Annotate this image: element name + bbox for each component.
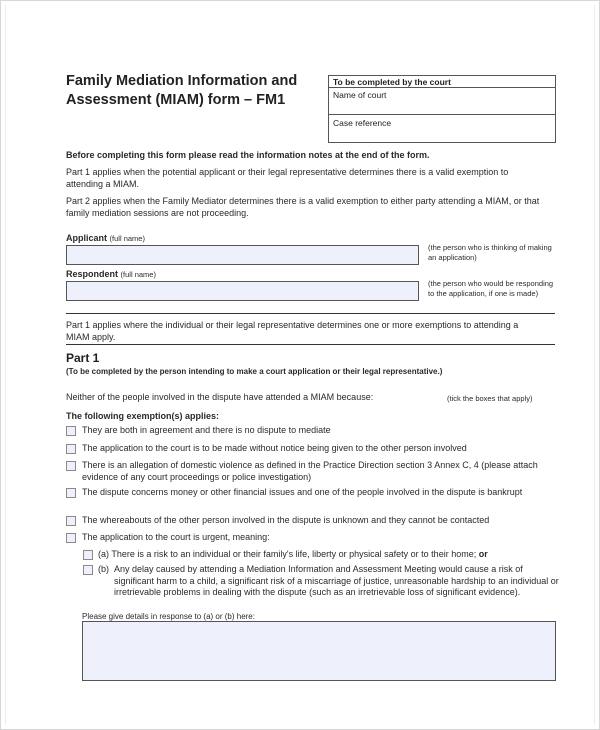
exemption-2-label: The application to the court is to be made without notice being given to the other person involved [82,443,467,453]
urgent-option-a-checkbox[interactable] [83,550,93,560]
respondent-label: Respondent [66,269,119,279]
exemption-5-label: The whereabouts of the other person involved in the dispute is unknown and they cannot be contacted [82,515,490,525]
court-box-header: To be completed by the court [329,76,555,88]
part1-subheading: (To be completed by the person intending to make a court application or their legal representative.) [66,367,443,376]
case-reference-label: Case reference [333,118,392,128]
applicant-note: (the person who is thinking of making an application) [428,243,552,262]
name-of-court-label: Name of court [333,90,387,100]
urgent-option-b-checkbox[interactable] [83,565,93,575]
applicant-sublabel: (full name) [109,234,145,243]
exemptions-heading: The following exemption(s) applies: [66,411,220,421]
exemption-5-checkbox[interactable] [66,516,76,526]
form-title: Family Mediation Information and Assessment (MIAM) form – FM1 [66,73,298,108]
divider [66,344,555,345]
exemption-1-checkbox[interactable] [66,426,76,436]
court-use-box [328,75,556,143]
applicant-name-input[interactable] [66,245,419,265]
exemption-4-checkbox[interactable] [66,488,76,498]
urgent-option-a [98,549,560,561]
part1-applies-note: Part 1 applies where the individual or their legal representative determines one or more exemptions to attending a MIAM apply. [66,320,519,342]
urgent-option-a-prefix: (a) [98,549,109,559]
neither-attended-text: Neither of the people involved in the dispute have attended a MIAM because: [66,392,374,402]
applicant-label: Applicant [66,233,108,243]
case-reference-field[interactable] [329,115,555,131]
exemption-3-checkbox[interactable] [66,461,76,471]
intro-part1: Part 1 applies when the potential applicant or their legal representative determines there is a valid exemption to attending a MIAM. [66,167,509,189]
intro-part2: Part 2 applies when the Family Mediator determines there is a valid exemption to either party attending a MIAM, or that family mediation sessions are not proceeding. [66,196,540,218]
exemption-6-label: The application to the court is urgent, meaning: [82,532,270,542]
part1-heading: Part 1 [66,351,100,365]
name-of-court-field[interactable] [329,88,555,115]
divider [66,313,555,314]
respondent-sublabel: (full name) [120,270,156,279]
exemption-4-label: The dispute concerns money or other financial issues and one of the people involved in the dispute is bankrupt [82,487,523,497]
exemption-1-label: They are both in agreement and there is no dispute to mediate [82,425,331,435]
respondent-note: (the person who would be responding to the application, if one is made) [428,279,554,298]
urgent-option-b-prefix: (b) [98,564,109,574]
urgent-option-b-label: Any delay caused by attending a Mediation Information and Assessment Meeting would cause a risk of significant harm to a child, a significant risk of a miscarriage of justice, unreasonable hardship to an individual or irretrievable problems in dealing with the dispute (such as an irretrievable loss of significant evidence). [114,564,559,597]
exemption-3-label: There is an allegation of domestic violence as defined in the Practice Direction section 3 Annex C, 4 (please attach evidence of any court proceedings or police investigation) [82,460,538,482]
details-label: Please give details in response to (a) or (b) here: [82,612,255,621]
intro-instruction: Before completing this form please read the information notes at the end of the form. [66,150,430,160]
applicant-label-group [66,233,145,245]
respondent-name-input[interactable] [66,281,419,301]
urgent-option-a-label: There is a risk to an individual or their family's life, liberty or physical safety or to their home; [111,549,477,559]
urgent-option-a-or: or [478,549,488,559]
exemption-2-checkbox[interactable] [66,444,76,454]
exemption-6-checkbox[interactable] [66,533,76,543]
respondent-label-group [66,269,156,281]
details-textarea[interactable] [82,621,556,681]
tick-boxes-hint: (tick the boxes that apply) [447,394,533,403]
